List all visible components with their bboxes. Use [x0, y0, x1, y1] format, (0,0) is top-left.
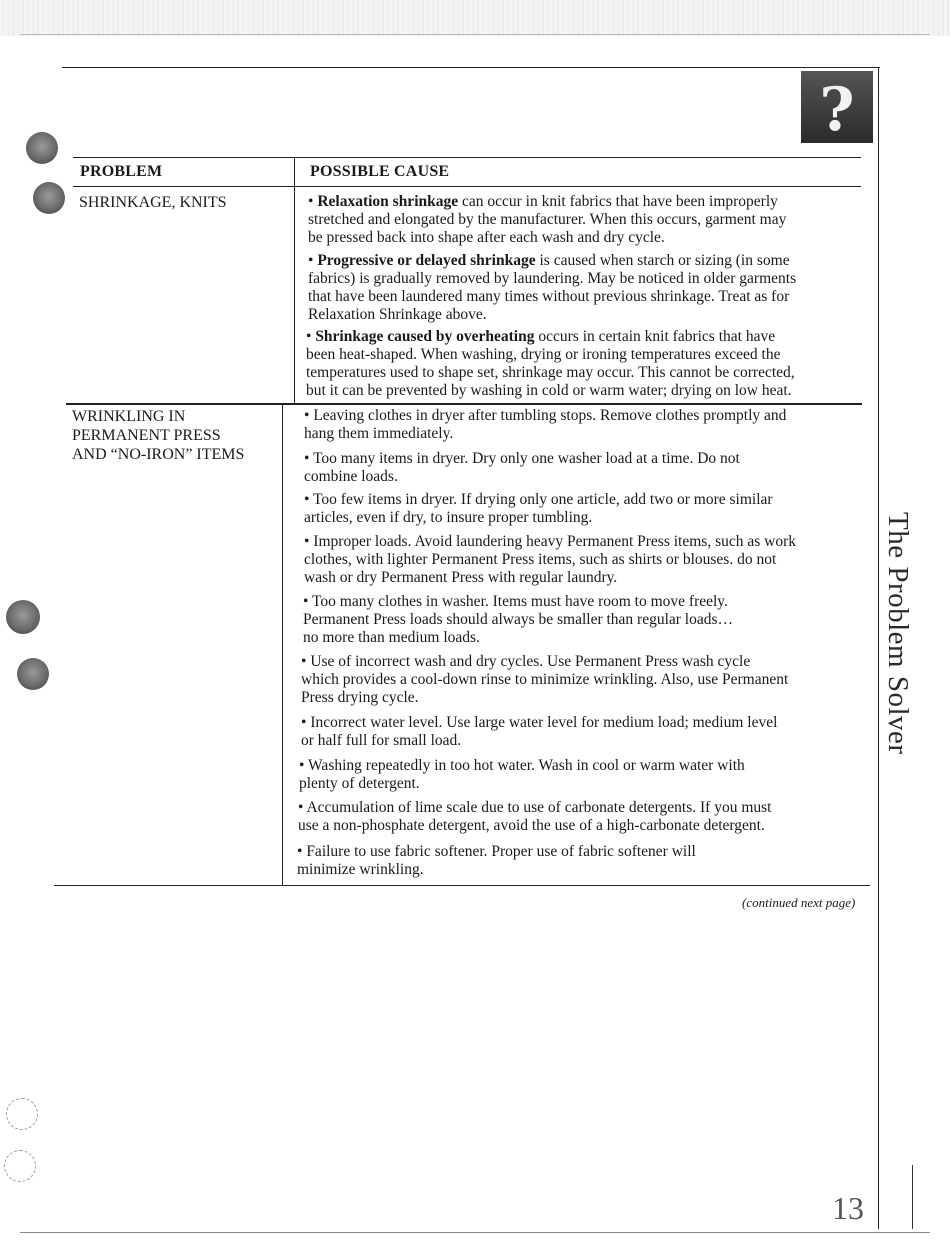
cause-item [301, 714, 872, 750]
header-rule-bottom [73, 186, 861, 187]
problem-line: WRINKLING IN [72, 408, 186, 425]
tab-edge-rule [912, 1165, 913, 1229]
problem-column-header: PROBLEM [80, 163, 163, 180]
scan-edge-line-bottom [20, 1232, 930, 1233]
cause-line: combine loads. [304, 468, 398, 485]
bullet: • [304, 491, 310, 508]
cause-line: Too few items in dryer. If drying only one article, add two or more similar [313, 491, 773, 508]
bullet: • [303, 593, 309, 610]
cause-item [304, 450, 873, 486]
scan-edge-line [20, 34, 930, 35]
cause-line: Washing repeatedly in too hot water. Wash in cool or warm water with [308, 757, 745, 774]
cause-line: be pressed back into shape after each wash and dry cycle. [308, 229, 665, 246]
cause-term: Shrinkage caused by overheating [315, 328, 535, 345]
bullet: • [301, 714, 307, 731]
continued-note: (continued next page) [742, 895, 856, 910]
scan-artifact-band [0, 0, 950, 36]
cause-line: clothes, with lighter Permanent Press items, such as shirts or blouses. do not [304, 551, 777, 568]
binder-hole-icon [6, 600, 40, 634]
problem-line: AND “NO-IRON” ITEMS [72, 446, 245, 463]
section-tab-title: The Problem Solver [882, 512, 914, 755]
cause-item [306, 328, 872, 400]
bullet: • [297, 843, 303, 860]
binder-hole-outline-icon [6, 1098, 38, 1130]
cause-line: Use of incorrect wash and dry cycles. Use Permanent Press wash cycle [310, 653, 751, 670]
row-divider [66, 403, 862, 405]
cause-line: minimize wrinkling. [297, 861, 424, 878]
cause-line: plenty of detergent. [299, 775, 420, 792]
cause-column-header: POSSIBLE CAUSE [310, 163, 450, 180]
cause-line: Too many items in dryer. Dry only one washer load at a time. Do not [313, 450, 740, 467]
bullet: • [304, 450, 310, 467]
cause-line: Accumulation of lime scale due to use of carbonate detergents. If you must [306, 799, 772, 816]
cause-line: Leaving clothes in dryer after tumbling stops. Remove clothes promptly and [313, 407, 787, 424]
top-rule [62, 67, 880, 68]
cause-line: Failure to use fabric softener. Proper use of fabric softener will [306, 843, 696, 860]
bullet: • [298, 799, 304, 816]
cause-item [308, 193, 872, 247]
cause-line: Improper loads. Avoid laundering heavy Permanent Press items, such as work [313, 533, 797, 550]
bullet: • [306, 328, 312, 345]
page-number: 13 [832, 1190, 864, 1226]
cause-item [303, 593, 872, 647]
cause-line: occurs in certain knit fabrics that have [534, 328, 776, 345]
cause-line: is caused when starch or sizing (in some [535, 252, 790, 269]
cause-line: use a non-phosphate detergent, avoid the use of a high-carbonate detergent. [298, 817, 765, 834]
cause-line: but it can be prevented by washing in cold or warm water; drying on low heat. [306, 382, 792, 399]
cause-line: or half full for small load. [301, 732, 462, 749]
cause-line: hang them immediately. [304, 425, 454, 442]
problem-cell [79, 193, 227, 212]
bullet: • [308, 252, 314, 269]
bullet: • [308, 193, 314, 210]
cause-item [301, 653, 872, 707]
cause-line: can occur in knit fabrics that have been improperly [458, 193, 778, 210]
bullet: • [304, 407, 310, 424]
cause-line: that have been laundered many times without previous shrinkage. Treat as for [308, 288, 790, 305]
problem-line: PERMANENT PRESS [72, 427, 221, 444]
problem-line: SHRINKAGE, KNITS [79, 194, 227, 211]
cause-item [298, 799, 872, 835]
column-divider [282, 404, 283, 886]
binder-hole-outline-icon [4, 1150, 36, 1182]
question-mark-icon: ? [801, 71, 873, 143]
cause-term: Progressive or delayed shrinkage [317, 252, 536, 269]
binder-hole-icon [33, 182, 65, 214]
column-divider [294, 157, 295, 404]
cause-line: temperatures used to shape set, shrinkage may occur. This cannot be corrected, [306, 364, 795, 381]
cause-line: Relaxation Shrinkage above. [308, 306, 487, 323]
cause-item [308, 252, 872, 324]
cause-line: Too many clothes in washer. Items must have room to move freely. [312, 593, 728, 610]
problem-cell [72, 407, 244, 464]
binder-hole-icon [17, 658, 49, 690]
header-rule-top [73, 157, 861, 158]
cause-line: Permanent Press loads should always be smaller than regular loads… [303, 611, 734, 628]
cause-line: Incorrect water level. Use large water level for medium load; medium level [310, 714, 778, 731]
cause-item [304, 533, 873, 587]
cause-line: fabrics) is gradually removed by laundering. May be noticed in older garments [308, 270, 797, 287]
cause-line: Press drying cycle. [301, 689, 419, 706]
cause-line: stretched and elongated by the manufacturer. When this occurs, garment may [308, 211, 787, 228]
cause-line: been heat-shaped. When washing, drying or ironing temperatures exceed the [306, 346, 781, 363]
cause-line: no more than medium loads. [303, 629, 480, 646]
bullet: • [299, 757, 305, 774]
table-end-rule [54, 885, 870, 886]
cause-line: wash or dry Permanent Press with regular laundry. [304, 569, 618, 586]
cause-line: which provides a cool-down rinse to minimize wrinkling. Also, use Permanent [301, 671, 789, 688]
cause-item [299, 757, 872, 793]
cause-item [304, 407, 873, 443]
cause-line: articles, even if dry, to insure proper tumbling. [304, 509, 593, 526]
bullet: • [304, 533, 310, 550]
cause-item [297, 843, 872, 879]
cause-item [304, 491, 873, 527]
binder-hole-icon [26, 132, 58, 164]
bullet: • [301, 653, 307, 670]
cause-term: Relaxation shrinkage [317, 193, 459, 210]
